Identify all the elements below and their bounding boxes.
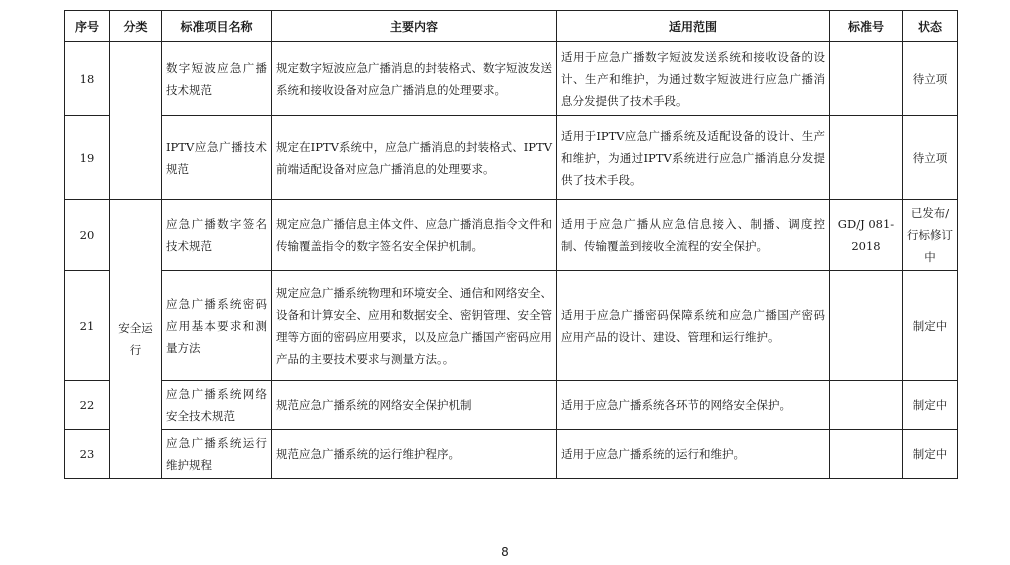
row-scope: 适用于应急广播从应急信息接入、制播、调度控制、传输覆盖到接收全流程的安全保护。 xyxy=(557,200,830,271)
table-row xyxy=(65,430,958,479)
row-content: 规定数字短波应急广播消息的封装格式、数字短波发送系统和接收设备对应急广播消息的处理要求。 xyxy=(272,42,557,116)
row-name: 应急广播系统网络安全技术规范 xyxy=(162,381,272,430)
row-status: 制定中 xyxy=(903,430,958,479)
row-scope: 适用于应急广播系统各环节的网络安全保护。 xyxy=(557,381,830,430)
category-cell: 安全运行 xyxy=(110,200,162,479)
row-std-no xyxy=(830,42,903,116)
row-status: 待立项 xyxy=(903,116,958,200)
table-row xyxy=(65,116,958,200)
header-row xyxy=(65,11,958,42)
row-name: 数字短波应急广播技术规范 xyxy=(162,42,272,116)
row-scope: 适用于应急广播数字短波发送系统和接收设备的设计、生产和维护，为通过数字短波进行应急广播消息分发提供了技术手段。 xyxy=(557,42,830,116)
header-std-no: 标准号 xyxy=(830,11,903,42)
row-content: 规定应急广播系统物理和环境安全、通信和网络安全、设备和计算安全、应用和数据安全、密钥管理、安全管理等方面的密码应用要求，以及应急广播国产密码应用产品的主要技术要求与测量方法。。 xyxy=(272,271,557,381)
table-row xyxy=(65,271,958,381)
row-content: 规定应急广播信息主体文件、应急广播消息指令文件和传输覆盖指令的数字签名安全保护机制。 xyxy=(272,200,557,271)
row-std-no xyxy=(830,381,903,430)
table-row xyxy=(65,200,958,271)
standards-table xyxy=(64,10,958,479)
row-scope: 适用于应急广播系统的运行和维护。 xyxy=(557,430,830,479)
header-status: 状态 xyxy=(903,11,958,42)
row-status: 已发布/行标修订中 xyxy=(903,200,958,271)
row-scope: 适用于IPTV应急广播系统及适配设备的设计、生产和维护，为通过IPTV系统进行应急广播消息分发提供了技术手段。 xyxy=(557,116,830,200)
row-name: IPTV应急广播技术规范 xyxy=(162,116,272,200)
table-row xyxy=(65,42,958,116)
row-seq: 23 xyxy=(65,430,110,479)
row-std-no xyxy=(830,271,903,381)
row-seq: 22 xyxy=(65,381,110,430)
row-std-no xyxy=(830,116,903,200)
row-seq: 21 xyxy=(65,271,110,381)
page-number: 8 xyxy=(501,545,509,559)
row-std-no: GD/J 081-2018 xyxy=(830,200,903,271)
header-content: 主要内容 xyxy=(272,11,557,42)
header-scope: 适用范围 xyxy=(557,11,830,42)
row-name: 应急广播系统运行维护规程 xyxy=(162,430,272,479)
row-content: 规定在IPTV系统中，应急广播消息的封装格式、IPTV前端适配设备对应急广播消息的处理要求。 xyxy=(272,116,557,200)
row-seq: 18 xyxy=(65,42,110,116)
header-category: 分类 xyxy=(110,11,162,42)
row-status: 制定中 xyxy=(903,381,958,430)
row-status: 待立项 xyxy=(903,42,958,116)
row-content: 规范应急广播系统的网络安全保护机制 xyxy=(272,381,557,430)
row-seq: 20 xyxy=(65,200,110,271)
row-status: 制定中 xyxy=(903,271,958,381)
table-row xyxy=(65,381,958,430)
row-name: 应急广播数字签名技术规范 xyxy=(162,200,272,271)
header-seq: 序号 xyxy=(65,11,110,42)
row-scope: 适用于应急广播密码保障系统和应急广播国产密码应用产品的设计、建设、管理和运行维护。 xyxy=(557,271,830,381)
row-seq: 19 xyxy=(65,116,110,200)
category-cell-empty xyxy=(110,42,162,200)
row-std-no xyxy=(830,430,903,479)
row-name: 应急广播系统密码应用基本要求和测量方法 xyxy=(162,271,272,381)
row-content: 规范应急广播系统的运行维护程序。 xyxy=(272,430,557,479)
header-name: 标准项目名称 xyxy=(162,11,272,42)
